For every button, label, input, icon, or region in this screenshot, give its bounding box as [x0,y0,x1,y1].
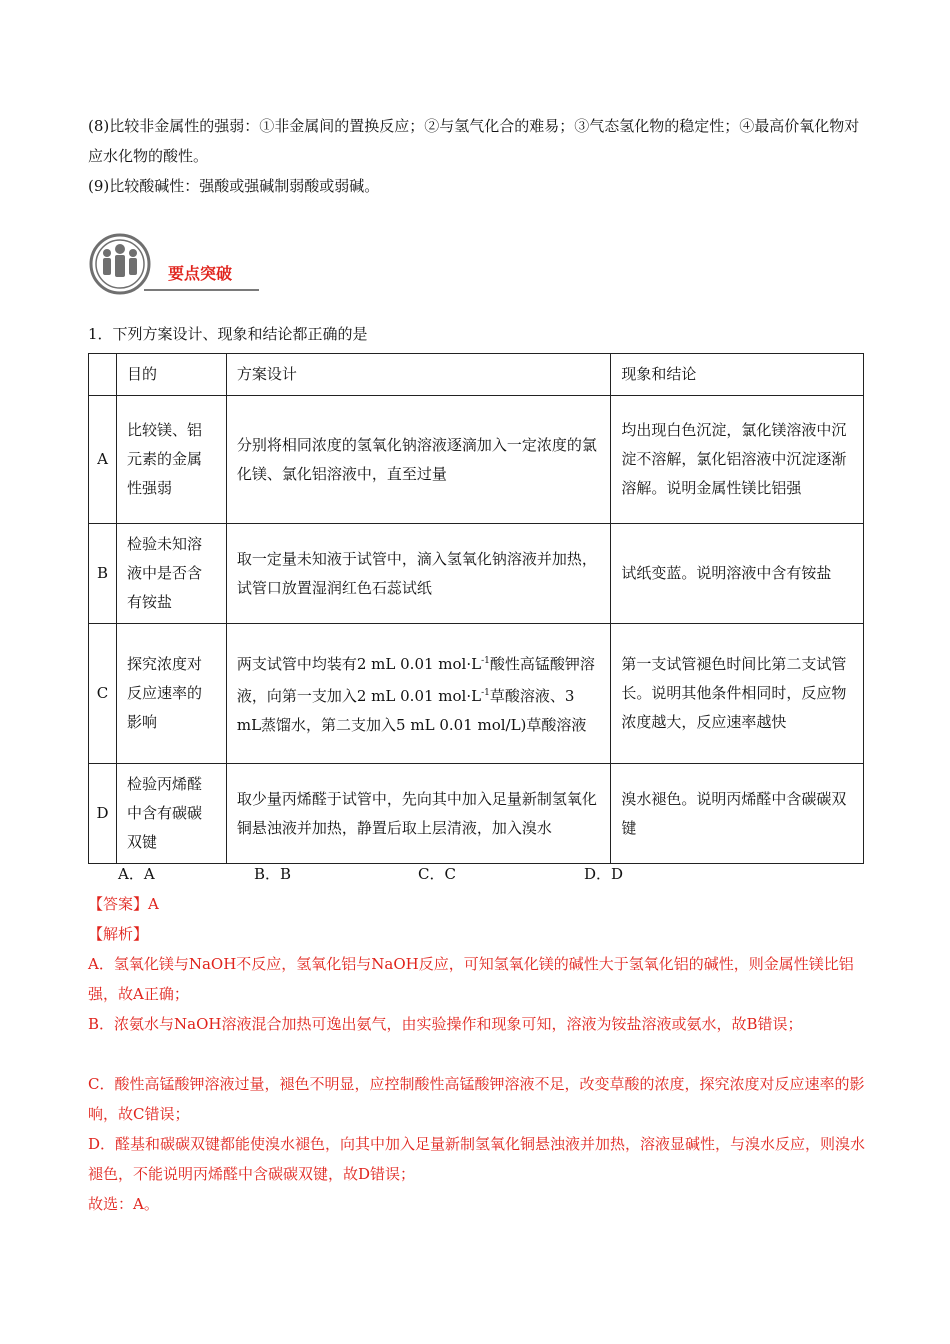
group-people-icon [88,233,158,295]
conclusion: 故选：A。 [88,1195,159,1213]
section-title: 要点突破 [168,264,233,283]
table-row [89,764,864,864]
row-purpose: 检验丙烯醛中含有碳碳双键 [116,764,226,864]
row-purpose: 比较镁、铝元素的金属性强弱 [116,396,226,524]
design-text-part: 酸性高锰酸钾溶液，向第一支加入2 mL 0.01 mol·L [236,655,595,705]
question-stem: 1．下列方案设计、现象和结论都正确的是 [88,325,368,343]
row-letter: A [89,396,117,524]
analysis-c: C．酸性高锰酸钾溶液过量，褪色不明显，应控制酸性高锰酸钾溶液不足，改变草酸的浓度，探究浓度对反应速率的影响，故C错误； [88,1075,865,1123]
intro-item-9: (9)比较酸碱性：强酸或强碱制弱酸或弱碱。 [88,177,380,195]
row-purpose: 检验未知溶液中是否含有铵盐 [116,524,226,624]
row-result: 第一支试管褪色时间比第二支试管长。说明其他条件相同时，反应物浓度越大，反应速率越快 [611,624,864,764]
analysis-a: A．氢氧化镁与NaOH不反应，氢氧化铝与NaOH反应，可知氢氧化镁的碱性大于氢氧化铝的碱性，则金属性镁比铝强，故A正确； [88,955,854,1003]
row-result: 试纸变蓝。说明溶液中含有铵盐 [611,524,864,624]
section-heading [88,233,263,295]
option-d[interactable]: D．D [584,865,624,883]
row-result: 溴水褪色。说明丙烯醛中含碳碳双键 [611,764,864,864]
design-text-part: 两支试管中均装有2 mL 0.01 mol·L [236,655,482,673]
header-cell-purpose: 目的 [116,354,226,396]
answer-line: 【答案】A [88,895,159,913]
option-a[interactable]: A．A [118,865,155,883]
table-row [89,624,864,764]
row-purpose: 探究浓度对反应速率的影响 [116,624,226,764]
header-cell-blank [89,354,117,396]
row-design: 分别将相同浓度的氢氧化钠溶液逐滴加入一定浓度的氯化镁、氯化铝溶液中，直至过量 [226,396,610,524]
header-cell-result: 现象和结论 [611,354,864,396]
superscript-exponent: -1 [481,688,490,698]
analysis-d: D．醛基和碳碳双键都能使溴水褪色，向其中加入足量新制氢氧化铜悬浊液并加热，溶液显碱性，与溴水反应，则溴水褪色，不能说明丙烯醛中含碳碳双键，故D错误； [88,1135,866,1183]
table-header-row [89,354,864,396]
option-b[interactable]: B．B [254,865,292,883]
table-row [89,396,864,524]
row-design [226,624,610,764]
option-c[interactable]: C．C [418,865,456,883]
answer-options [0,862,950,886]
design-text-part: 草酸溶液、3 mL蒸馏水，第二支加入5 mL 0.01 mol/L)草酸溶液 [236,687,587,734]
analysis-b: B．浓氨水与NaOH溶液混合加热可逸出氨气，由实验操作和现象可知，溶液为铵盐溶液或氨水，故B错误； [88,1015,803,1033]
intro-item-8: (8)比较非金属性的强弱：①非金属间的置换反应；②与氢气化合的难易；③气态氢化物的稳定性；④最高价氧化物对应水化物的酸性。 [88,117,860,165]
table-row [89,524,864,624]
row-design: 取一定量未知液于试管中，滴入氢氧化钠溶液并加热，试管口放置湿润红色石蕊试纸 [226,524,610,624]
section-underline [144,289,259,291]
header-cell-design: 方案设计 [226,354,610,396]
row-design: 取少量丙烯醛于试管中，先向其中加入足量新制氢氧化铜悬浊液并加热，静置后取上层清液，加入溴水 [226,764,610,864]
superscript-exponent: -1 [481,656,490,666]
analysis-label: 【解析】 [88,925,149,943]
row-result: 均出现白色沉淀，氯化镁溶液中沉淀不溶解，氯化铝溶液中沉淀逐渐溶解。说明金属性镁比铝强 [611,396,864,524]
question-table [88,353,864,864]
row-letter: B [89,524,117,624]
row-letter: D [89,764,117,864]
row-letter: C [89,624,117,764]
